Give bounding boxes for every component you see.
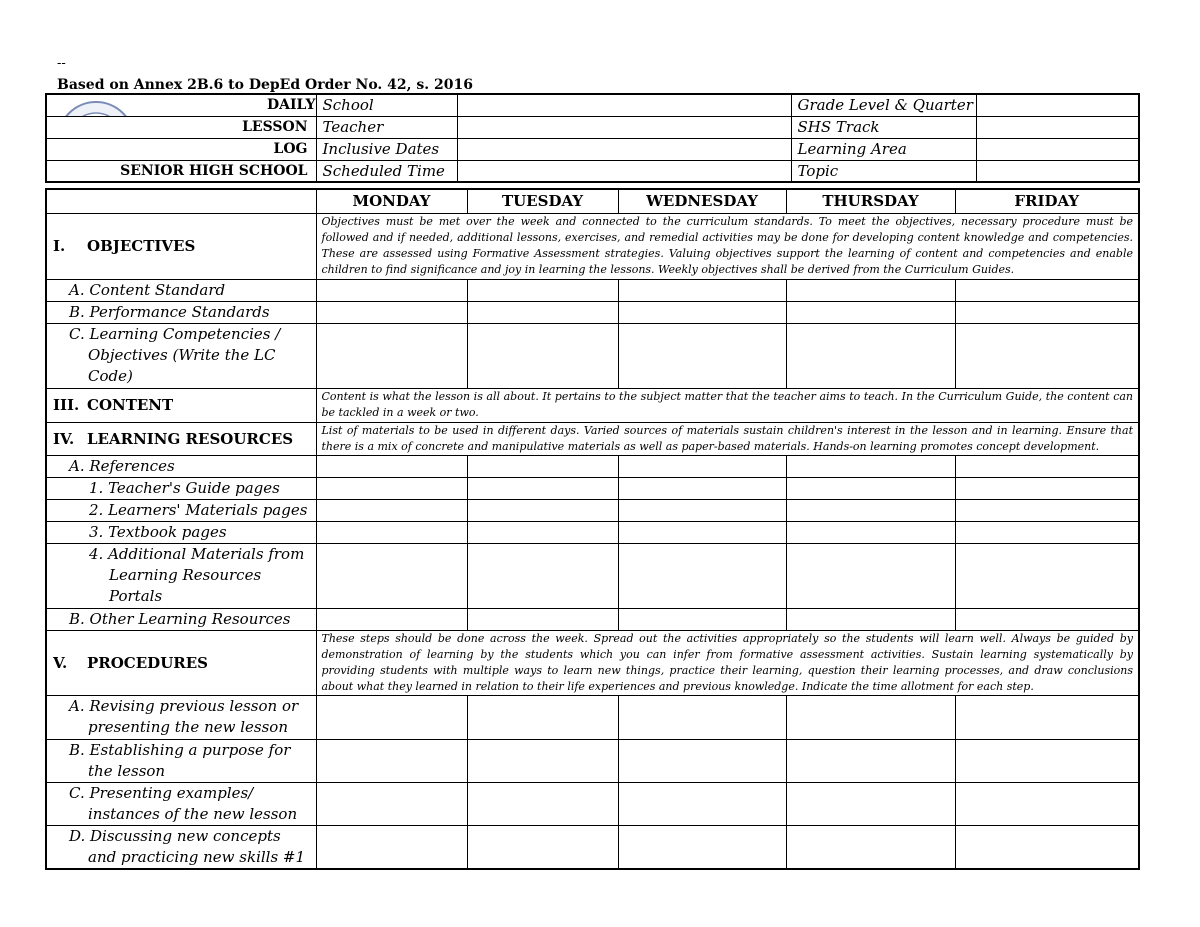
topic-input[interactable] — [976, 160, 1139, 182]
cell[interactable] — [786, 323, 955, 388]
procedure-b-label: B. Establishing a purpose for the lesson — [46, 739, 316, 782]
section-content: III. CONTENT — [46, 388, 316, 422]
cell[interactable] — [467, 477, 618, 499]
cell[interactable] — [467, 543, 618, 608]
cell[interactable] — [618, 521, 786, 543]
day-friday: FRIDAY — [955, 189, 1139, 213]
cell[interactable] — [467, 455, 618, 477]
title-daily: DAILY — [267, 97, 316, 114]
title-lesson: LESSON — [46, 116, 316, 138]
content-note: Content is what the lesson is all about. It pertains to the subject matter that the teacher aims to teach. In the Curriculum Guide, the content can be tackled in a week or two. — [316, 388, 1139, 422]
cell[interactable] — [786, 301, 955, 323]
cell[interactable] — [467, 695, 618, 739]
title-shs: SENIOR HIGH SCHOOL — [46, 160, 316, 182]
cell[interactable] — [786, 543, 955, 608]
references-label: A. References — [46, 455, 316, 477]
cell[interactable] — [955, 608, 1139, 630]
cell[interactable] — [467, 825, 618, 869]
teacher-label: Teacher — [316, 116, 457, 138]
resources-note: List of materials to be used in different days. Varied sources of materials sustain children's interest in the lesson and in learning. Ensure that there is a mix of concrete and manipulative materials as well as paper-based materials. Hands-on learning promotes concept development. — [316, 422, 1139, 455]
cell[interactable] — [316, 695, 467, 739]
learning-competencies-label: C. Learning Competencies / Objectives (Write the LC Code) — [46, 323, 316, 388]
cell[interactable] — [316, 323, 467, 388]
cell[interactable] — [467, 499, 618, 521]
cell[interactable] — [316, 825, 467, 869]
cell[interactable] — [618, 608, 786, 630]
cell[interactable] — [786, 825, 955, 869]
shs-track-label: SHS Track — [791, 116, 976, 138]
deped-seal-icon — [53, 100, 139, 116]
day-thursday: THURSDAY — [786, 189, 955, 213]
cell[interactable] — [618, 301, 786, 323]
inclusive-dates-label: Inclusive Dates — [316, 138, 457, 160]
cell[interactable] — [316, 477, 467, 499]
cell[interactable] — [955, 695, 1139, 739]
cell[interactable] — [467, 521, 618, 543]
teachers-guide-label: 1. Teacher's Guide pages — [46, 477, 316, 499]
cell[interactable] — [316, 543, 467, 608]
title-log: LOG — [46, 138, 316, 160]
cell[interactable] — [786, 521, 955, 543]
annex-reference: Based on Annex 2B.6 to DepEd Order No. 42, s. 2016 — [57, 77, 473, 93]
cell[interactable] — [786, 455, 955, 477]
cell[interactable] — [618, 477, 786, 499]
shs-track-input[interactable] — [976, 116, 1139, 138]
cell[interactable] — [786, 499, 955, 521]
school-input[interactable] — [457, 94, 791, 116]
cell[interactable] — [618, 739, 786, 782]
objectives-note: Objectives must be met over the week and connected to the curriculum standards. To meet the objectives, necessary procedure must be followed and if needed, additional lessons, exercises, and remedial activities may be done for developing content knowledge and competencies. These are assessed using Formative Assessment strategies. Valuing objectives support the learning of content and competencies and enable children to find significance and joy in learning the lessons. Weekly objectives shall be derived from the Curriculum Guides. — [316, 213, 1139, 279]
performance-standards-label: B. Performance Standards — [46, 301, 316, 323]
teacher-input[interactable] — [457, 116, 791, 138]
cell[interactable] — [618, 323, 786, 388]
cell[interactable] — [955, 825, 1139, 869]
inclusive-dates-input[interactable] — [457, 138, 791, 160]
section-learning-resources: IV. LEARNING RESOURCES — [46, 422, 316, 455]
learning-area-label: Learning Area — [791, 138, 976, 160]
cell[interactable] — [316, 608, 467, 630]
additional-materials-label: 4. Additional Materials from Learning Resources Portals — [46, 543, 316, 608]
cell[interactable] — [618, 499, 786, 521]
topic-label: Topic — [791, 160, 976, 182]
cell[interactable] — [467, 323, 618, 388]
cell[interactable] — [316, 301, 467, 323]
cell[interactable] — [467, 301, 618, 323]
cell[interactable] — [618, 782, 786, 825]
cell[interactable] — [955, 323, 1139, 388]
cell[interactable] — [316, 521, 467, 543]
learners-materials-label: 2. Learners' Materials pages — [46, 499, 316, 521]
cell[interactable] — [467, 279, 618, 301]
title-cell — [46, 94, 316, 116]
section-procedures: V. PROCEDURES — [46, 630, 316, 695]
cell[interactable] — [786, 477, 955, 499]
scheduled-time-input[interactable] — [457, 160, 791, 182]
cell[interactable] — [786, 608, 955, 630]
cell[interactable] — [955, 477, 1139, 499]
day-tuesday: TUESDAY — [467, 189, 618, 213]
cell[interactable] — [618, 279, 786, 301]
grade-level-label: Grade Level & Quarter — [791, 94, 976, 116]
cell[interactable] — [786, 279, 955, 301]
cell[interactable] — [467, 739, 618, 782]
cell[interactable] — [316, 739, 467, 782]
procedure-d-label: D. Discussing new concepts and practicing new skills #1 — [46, 825, 316, 869]
procedures-note: These steps should be done across the week. Spread out the activities appropriately so the students will learn well. Always be guided by demonstration of learning by the students which you can infer from formative assessment activities. Sustain learning systematically by providing students with multiple ways to learn new things, practice their learning, question their learning processes, and draw conclusions about what they learned in relation to their life experiences and previous knowledge. Indicate the time allotment for each step. — [316, 630, 1139, 695]
grade-level-input[interactable] — [976, 94, 1139, 116]
cell[interactable] — [955, 455, 1139, 477]
day-wednesday: WEDNESDAY — [618, 189, 786, 213]
cell[interactable] — [316, 499, 467, 521]
cell[interactable] — [955, 301, 1139, 323]
blank-corner — [46, 189, 316, 213]
cell[interactable] — [786, 695, 955, 739]
cell[interactable] — [955, 521, 1139, 543]
other-resources-label: B. Other Learning Resources — [46, 608, 316, 630]
cell[interactable] — [786, 739, 955, 782]
day-monday: MONDAY — [316, 189, 467, 213]
header-table — [45, 93, 1140, 183]
cell[interactable] — [467, 608, 618, 630]
cell[interactable] — [618, 695, 786, 739]
procedure-a-label: A. Revising previous lesson or presenting the new lesson — [46, 695, 316, 739]
cell[interactable] — [955, 543, 1139, 608]
learning-area-input[interactable] — [976, 138, 1139, 160]
cell[interactable] — [955, 739, 1139, 782]
cell[interactable] — [618, 543, 786, 608]
cell[interactable] — [955, 279, 1139, 301]
cell[interactable] — [316, 455, 467, 477]
school-label: School — [316, 94, 457, 116]
section-objectives: I. OBJECTIVES — [46, 213, 316, 279]
cell[interactable] — [316, 782, 467, 825]
cell[interactable] — [618, 455, 786, 477]
top-mark: -- — [57, 56, 66, 71]
content-standard-label: A. Content Standard — [46, 279, 316, 301]
cell[interactable] — [467, 782, 618, 825]
scheduled-time-label: Scheduled Time — [316, 160, 457, 182]
cell[interactable] — [955, 782, 1139, 825]
lesson-log-table — [45, 188, 1140, 870]
procedure-c-label: C. Presenting examples/ instances of the new lesson — [46, 782, 316, 825]
cell[interactable] — [618, 825, 786, 869]
cell[interactable] — [955, 499, 1139, 521]
textbook-pages-label: 3. Textbook pages — [46, 521, 316, 543]
cell[interactable] — [316, 279, 467, 301]
cell[interactable] — [786, 782, 955, 825]
